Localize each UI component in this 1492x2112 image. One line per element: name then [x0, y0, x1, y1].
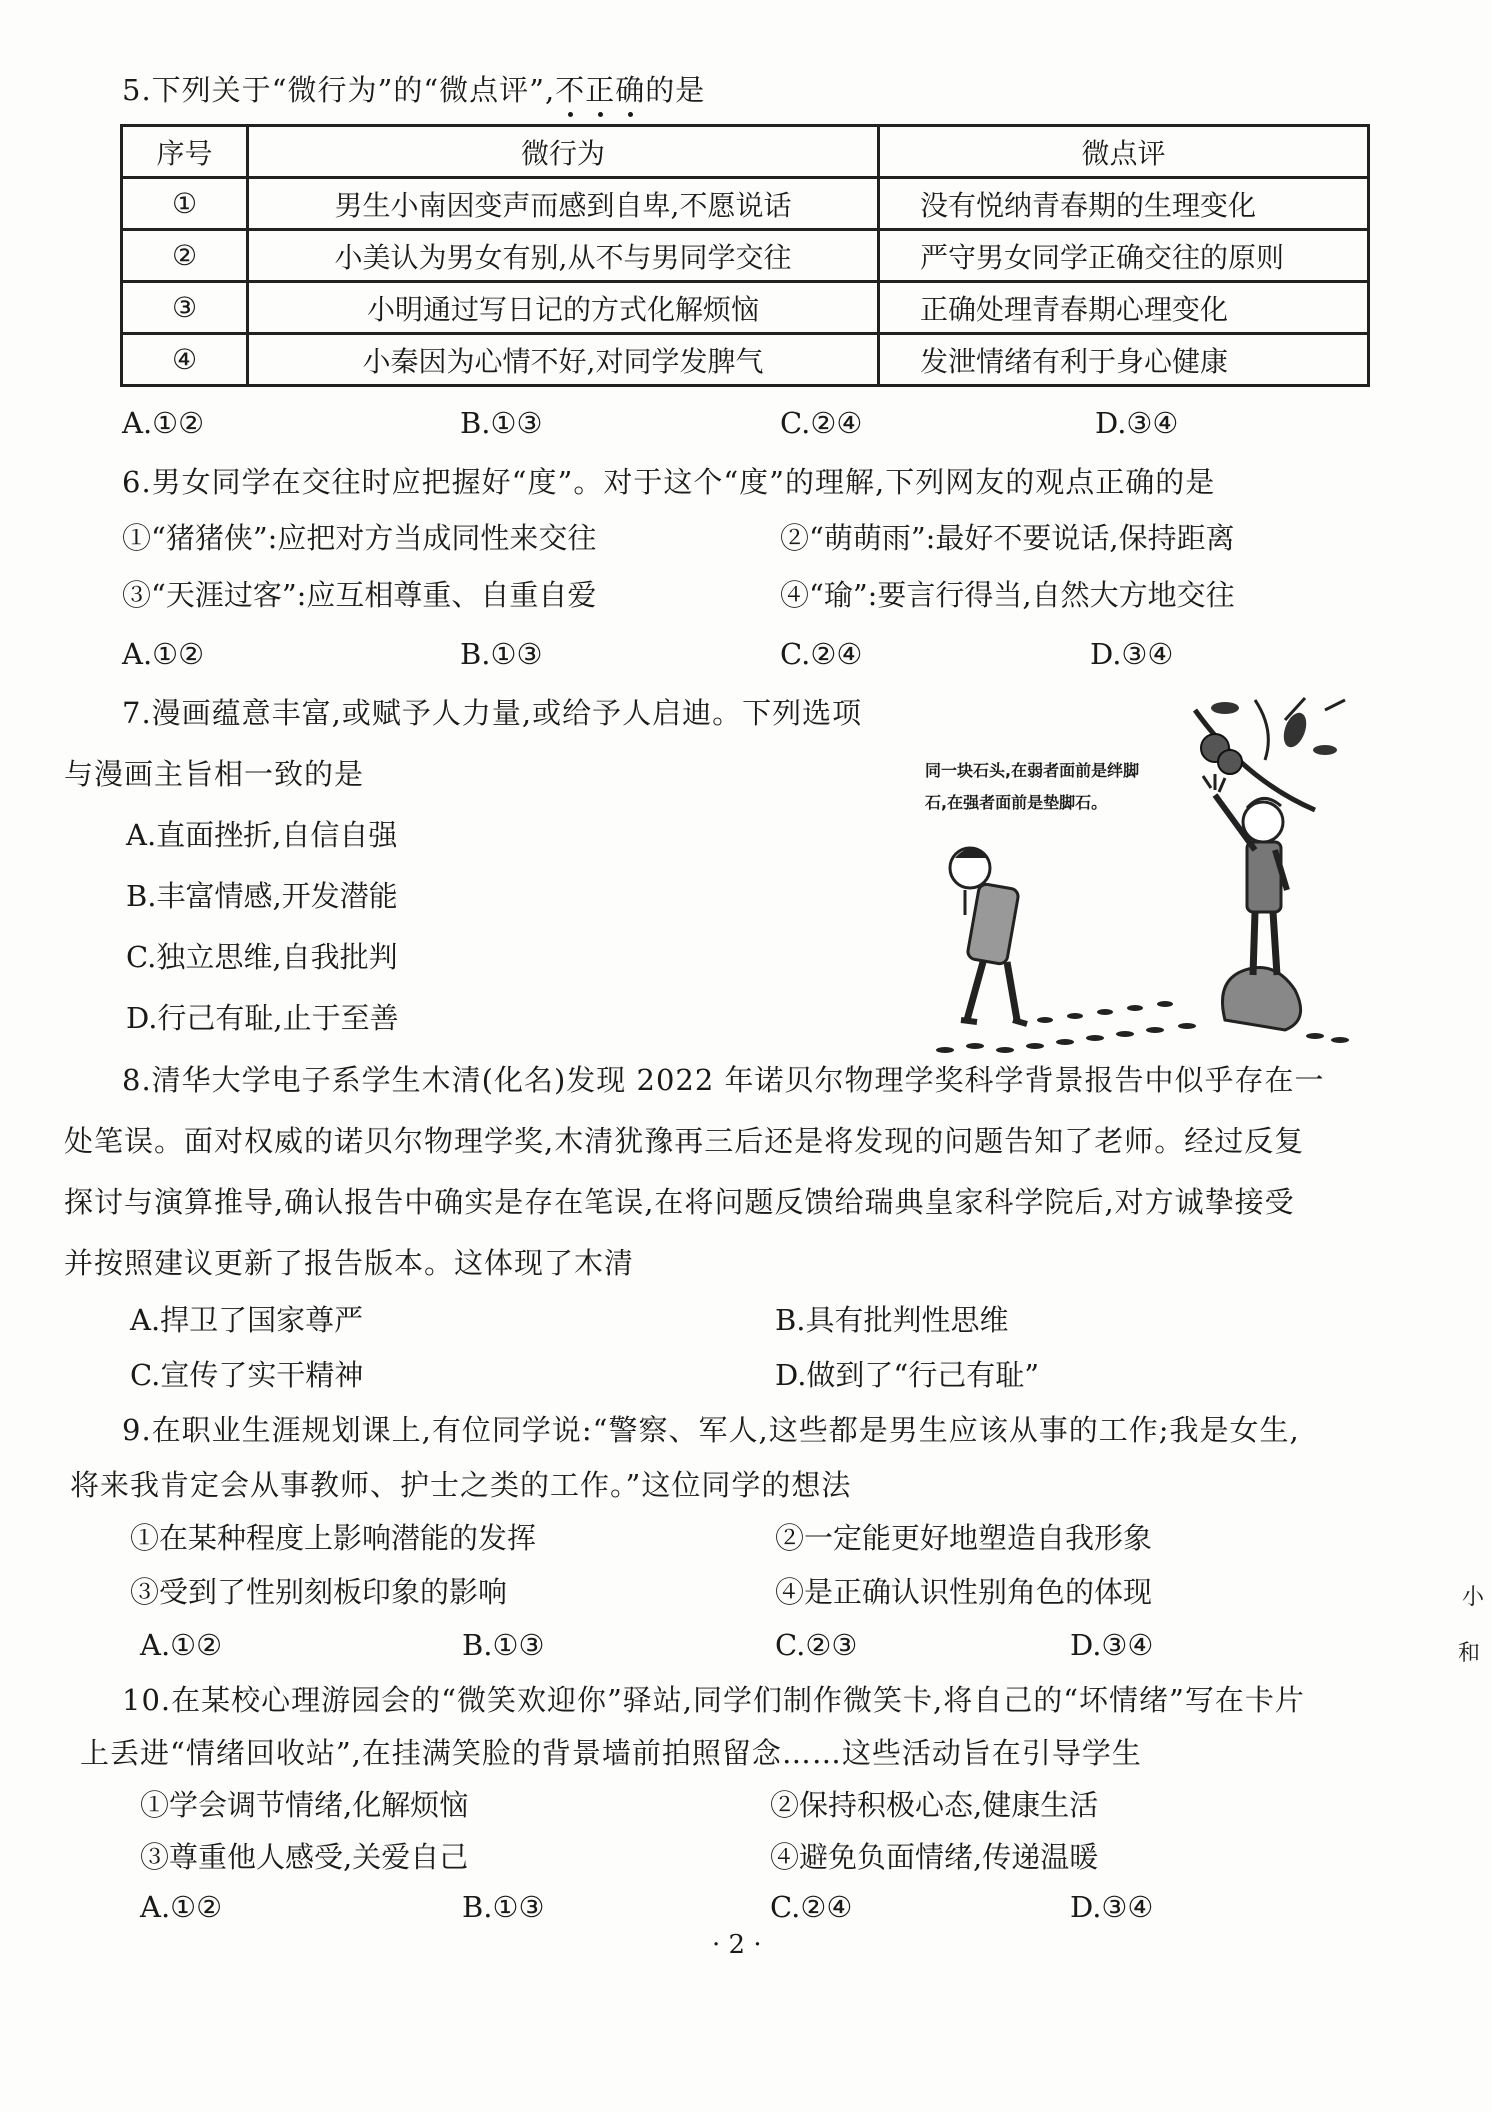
q10-line-2: 上丢进“情绪回收站”,在挂满笑脸的背景墙前拍照留念……这些活动旨在引导学生	[80, 1736, 1142, 1770]
q9-option-b[interactable]: B.①③	[462, 1628, 545, 1662]
q10-option-d[interactable]: D.③④	[1070, 1890, 1154, 1924]
q6-item-4: ④“瑜”:要言行得当,自然大方地交往	[780, 578, 1235, 612]
q8-line-4: 并按照建议更新了报告版本。这体现了木清	[64, 1246, 635, 1280]
col-header-comment: 微点评	[879, 126, 1369, 178]
q5-option-c[interactable]: C.②④	[780, 406, 863, 440]
q10-item-2: ②保持积极心态,健康生活	[770, 1788, 1099, 1822]
row-index: ①	[122, 178, 248, 230]
cartoon-caption-line-2: 石,在强者面前是垫脚石。	[925, 793, 1108, 812]
q7-option-a[interactable]: A.直面挫折,自信自强	[126, 818, 398, 852]
q6-item-1: ①“猪猪侠”:应把对方当成同性来交往	[122, 521, 597, 555]
table-row	[122, 230, 1369, 282]
row-comment: 严守男女同学正确交往的原则	[879, 230, 1369, 282]
q10-option-a[interactable]: A.①②	[140, 1890, 223, 1924]
row-behavior: 小秦因为心情不好,对同学发脾气	[248, 334, 879, 386]
q9-option-c[interactable]: C.②③	[775, 1628, 858, 1662]
q8-option-a[interactable]: A.捍卫了国家尊严	[130, 1303, 364, 1337]
q6-item-3: ③“天涯过客”:应互相尊重、自重自爱	[122, 578, 597, 612]
row-index: ③	[122, 282, 248, 334]
q7-stem-line-1: 7.漫画蕴意丰富,或赋予人力量,或给予人启迪。下列选项	[122, 696, 863, 730]
q8-option-d[interactable]: D.做到了“行己有耻”	[775, 1358, 1040, 1392]
q8-option-c[interactable]: C.宣传了实干精神	[130, 1358, 364, 1392]
table-row	[122, 178, 1369, 230]
cartoon-drawing	[925, 690, 1355, 1060]
row-index: ④	[122, 334, 248, 386]
q9-line-2: 将来我肯定会从事教师、护士之类的工作。”这位同学的想法	[70, 1468, 852, 1502]
q6-option-b[interactable]: B.①③	[460, 637, 543, 671]
q6-option-c[interactable]: C.②④	[780, 637, 863, 671]
q9-option-d[interactable]: D.③④	[1070, 1628, 1154, 1662]
q7-option-b[interactable]: B.丰富情感,开发潜能	[126, 879, 398, 913]
q6-item-2: ②“萌萌雨”:最好不要说话,保持距离	[780, 521, 1235, 555]
row-behavior: 小美认为男女有别,从不与男同学交往	[248, 230, 879, 282]
edge-fragment-2: 和	[1458, 1641, 1481, 1666]
q10-option-c[interactable]: C.②④	[770, 1890, 853, 1924]
q10-option-b[interactable]: B.①③	[462, 1890, 545, 1924]
q5-stem: 5.下列关于“微行为”的“微点评”,不正确的是	[122, 73, 706, 107]
row-comment: 没有悦纳青春期的生理变化	[879, 178, 1369, 230]
q8-line-2: 处笔误。面对权威的诺贝尔物理学奖,木清犹豫再三后还是将发现的问题告知了老师。经过反复	[64, 1124, 1305, 1158]
q6-stem: 6.男女同学在交往时应把握好“度”。对于这个“度”的理解,下列网友的观点正确的是	[122, 465, 1216, 499]
q5-option-d[interactable]: D.③④	[1095, 406, 1179, 440]
row-index: ②	[122, 230, 248, 282]
q7-option-d[interactable]: D.行己有耻,止于至善	[126, 1001, 399, 1035]
row-comment: 发泄情绪有利于身心健康	[879, 334, 1369, 386]
q9-item-2: ②一定能更好地塑造自我形象	[775, 1521, 1153, 1555]
q9-option-a[interactable]: A.①②	[140, 1628, 223, 1662]
q6-option-d[interactable]: D.③④	[1090, 637, 1174, 671]
q8-option-b[interactable]: B.具有批判性思维	[775, 1303, 1009, 1337]
q9-item-3: ③受到了性别刻板印象的影响	[130, 1575, 508, 1609]
q6-option-a[interactable]: A.①②	[122, 637, 205, 671]
row-comment: 正确处理青春期心理变化	[879, 282, 1369, 334]
row-behavior: 小明通过写日记的方式化解烦恼	[248, 282, 879, 334]
q8-line-3: 探讨与演算推导,确认报告中确实是存在笔误,在将问题反馈给瑞典皇家科学院后,对方诚挚接受	[64, 1185, 1295, 1219]
q10-item-4: ④避免负面情绪,传递温暖	[770, 1840, 1099, 1874]
q5-option-a[interactable]: A.①②	[122, 406, 205, 440]
table-row	[122, 334, 1369, 386]
page-number: · 2 ·	[712, 1930, 762, 1960]
q9-item-1: ①在某种程度上影响潜能的发挥	[130, 1521, 537, 1555]
cartoon-illustration	[925, 690, 1355, 1060]
q5-table	[120, 124, 1370, 387]
q10-line-1: 10.在某校心理游园会的“微笑欢迎你”驿站,同学们制作微笑卡,将自己的“坏情绪”写在卡片	[122, 1683, 1305, 1717]
cartoon-caption-line-1: 同一块石头,在弱者面前是绊脚	[925, 761, 1140, 780]
row-behavior: 男生小南因变声而感到自卑,不愿说话	[248, 178, 879, 230]
table-row	[122, 282, 1369, 334]
q8-line-1: 8.清华大学电子系学生木清(化名)发现 2022 年诺贝尔物理学奖科学背景报告中似乎存在一	[122, 1063, 1325, 1097]
q5-table-header	[122, 126, 1369, 178]
edge-fragment-1: 小	[1462, 1585, 1485, 1610]
col-header-index: 序号	[122, 126, 248, 178]
q9-line-1: 9.在职业生涯规划课上,有位同学说:“警察、军人,这些都是男生应该从事的工作;我是女生,	[122, 1413, 1300, 1447]
q7-stem-line-2: 与漫画主旨相一致的是	[64, 757, 365, 791]
q10-item-1: ①学会调节情绪,化解烦恼	[140, 1788, 469, 1822]
q9-item-4: ④是正确认识性别角色的体现	[775, 1575, 1153, 1609]
q10-item-3: ③尊重他人感受,关爱自己	[140, 1840, 469, 1874]
q7-option-c[interactable]: C.独立思维,自我批判	[126, 940, 398, 974]
q5-option-b[interactable]: B.①③	[460, 406, 543, 440]
col-header-behavior: 微行为	[248, 126, 879, 178]
